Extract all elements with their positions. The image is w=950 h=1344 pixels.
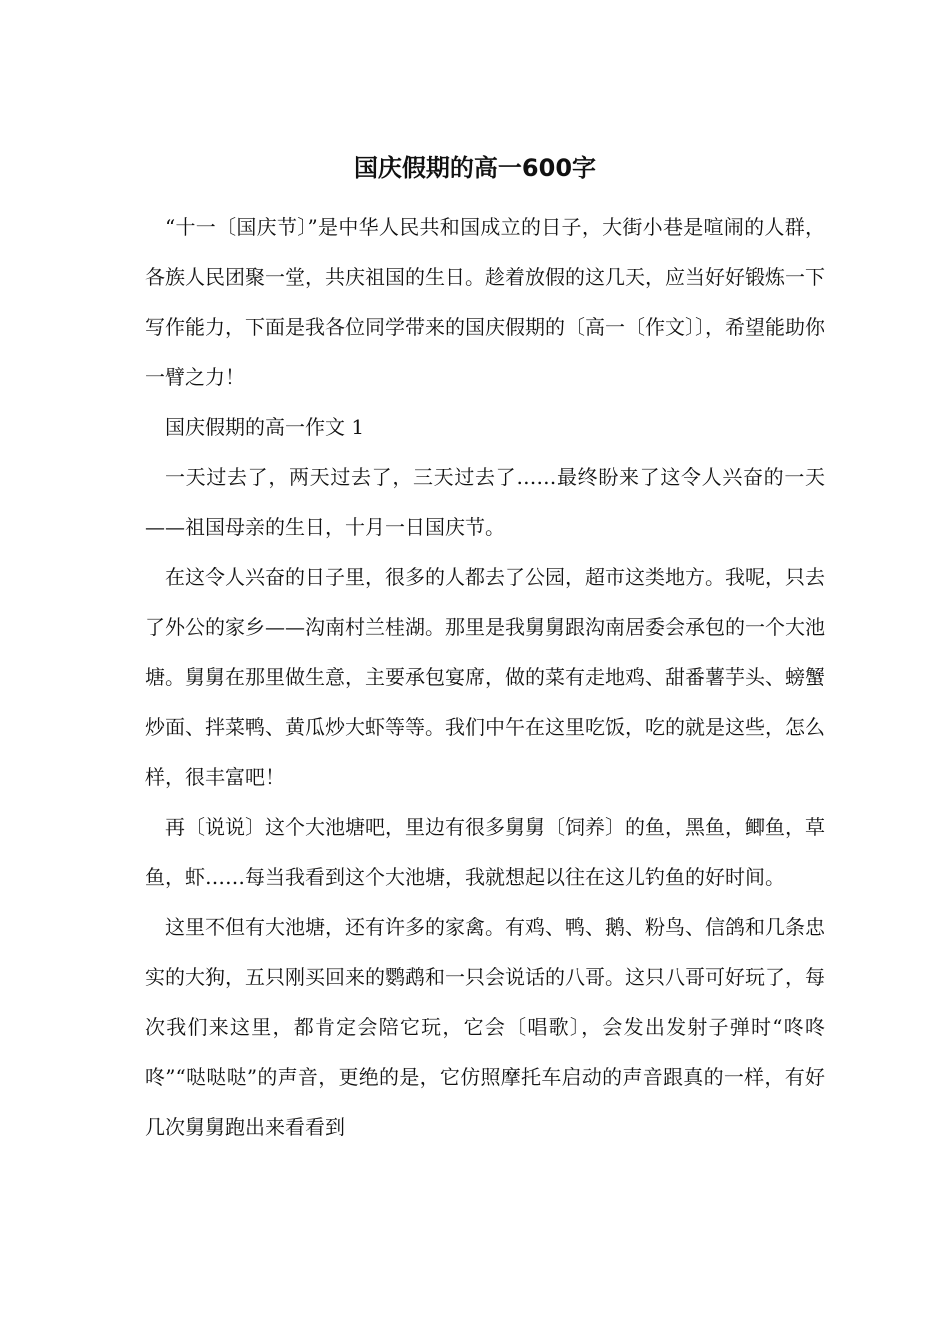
document-body	[145, 202, 825, 1152]
essay-heading-1: 国庆假期的高一作文 1	[165, 415, 365, 439]
intro-paragraph: “十一〔国庆节〕”是中华人民共和国成立的日子，大街小巷是喧闹的人群，各族人民团聚一堂，共庆祖国的生日。趁着放假的这几天，应当好好锻炼一下写作能力，下面是我各位同学带来的国庆假期的〔高一〔作文〕〕，希望能助你一臂之力！	[145, 215, 825, 389]
essay-paragraph-3: 再〔说说〕这个大池塘吧，里边有很多舅舅〔饲养〕的鱼，黑鱼，鲫鱼，草鱼，虾……每当我看到这个大池塘，我就想起以往在这儿钓鱼的好时间。	[145, 815, 825, 889]
document-title: 国庆假期的高一600字	[353, 154, 597, 182]
essay-paragraph-1: 一天过去了，两天过去了，三天过去了……最终盼来了这令人兴奋的一天——祖国母亲的生日，十月一日国庆节。	[145, 465, 825, 539]
essay-paragraph-4: 这里不但有大池塘，还有许多的家禽。有鸡、鸭、鹅、粉鸟、信鸽和几条忠实的大狗，五只刚买回来的鹦鹉和一只会说话的八哥。这只八哥可好玩了，每次我们来这里，都肯定会陪它玩，它会〔唱歌〕，会发出发射子弹时“咚咚咚”“哒哒哒”的声音，更绝的是，它仿照摩托车启动的声音跟真的一样，有好几次舅舅跑出来看看到	[145, 915, 825, 1139]
essay-paragraph-2: 在这令人兴奋的日子里，很多的人都去了公园，超市这类地方。我呢，只去了外公的家乡——沟南村兰桂湖。那里是我舅舅跟沟南居委会承包的一个大池塘。舅舅在那里做生意，主要承包宴席，做的菜有走地鸡、甜番薯芋头、螃蟹炒面、拌菜鸭、黄瓜炒大虾等等。我们中午在这里吃饭，吃的就是这些，怎么样，很丰富吧！	[145, 565, 825, 789]
